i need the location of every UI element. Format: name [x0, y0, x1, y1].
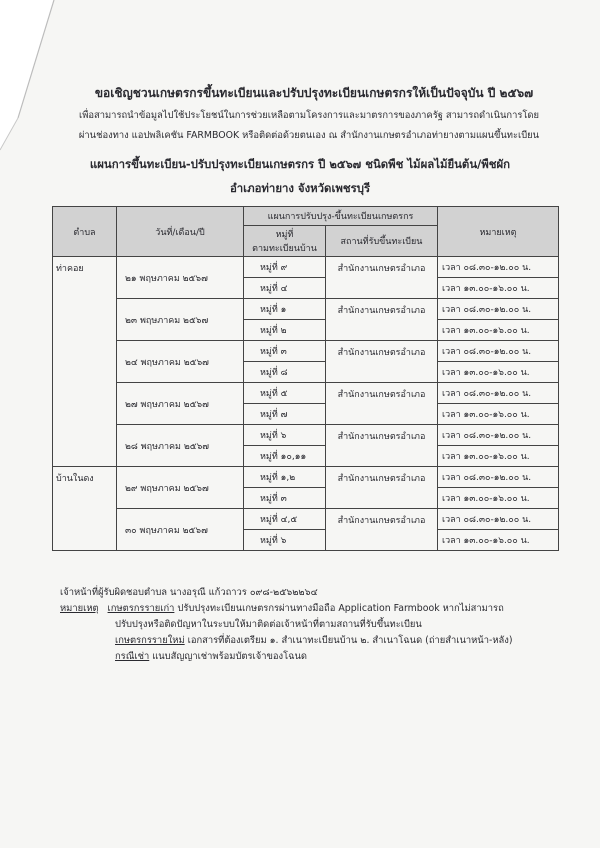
invitation-title: ขอเชิญชวนเกษตรกรขึ้นทะเบียนและปรับปรุงทะเบียนเกษตรกรให้เป็นปัจจุบัน ปี ๒๕๖๗	[94, 86, 534, 100]
location-cell: สำนักงานเกษตรอำเภอ	[326, 509, 438, 551]
location-cell: สำนักงานเกษตรอำเภอ	[326, 425, 438, 467]
village-cell: หมู่ที่ ๓	[244, 341, 326, 362]
header-date: วันที่/เดือน/ปี	[117, 207, 244, 257]
village-cell: หมู่ที่ ๔,๕	[244, 509, 326, 530]
date-cell: ๓๐ พฤษภาคม ๒๕๖๗	[117, 509, 244, 551]
location-cell: สำนักงานเกษตรอำเภอ	[326, 383, 438, 425]
time-cell: เวลา ๐๘.๓๐-๑๒.๐๐ น.	[438, 299, 559, 320]
location-cell: สำนักงานเกษตรอำเภอ	[326, 341, 438, 383]
remark-rent	[60, 649, 580, 665]
header-plan-group: แผนการปรับปรุง-ขึ้นทะเบียนเกษตรกร	[244, 207, 438, 226]
date-cell: ๒๔ พฤษภาคม ๒๕๖๗	[117, 341, 244, 383]
old-farmer-label: เกษตรกรรายเก่า	[107, 603, 175, 614]
time-cell: เวลา ๐๘.๓๐-๑๒.๐๐ น.	[438, 341, 559, 362]
time-cell: เวลา ๐๘.๓๐-๑๒.๐๐ น.	[438, 425, 559, 446]
village-cell: หมู่ที่ ๒	[244, 320, 326, 341]
remark-new-farmer	[60, 633, 580, 649]
header-village-line-1: หมู่ที่	[275, 230, 294, 240]
location-cell: สำนักงานเกษตรอำเภอ	[326, 257, 438, 299]
time-cell: เวลา ๐๘.๓๐-๑๒.๐๐ น.	[438, 467, 559, 488]
date-cell: ๒๑ พฤษภาคม ๒๕๖๗	[117, 257, 244, 299]
time-cell: เวลา ๑๓.๐๐-๑๖.๐๐ น.	[438, 320, 559, 341]
plan-district: อำเภอท่ายาง จังหวัดเพชรบุรี	[229, 181, 371, 195]
table-row	[53, 425, 559, 446]
village-cell: หมู่ที่ ๗	[244, 404, 326, 425]
header-location: สถานที่รับขึ้นทะเบียน	[326, 226, 438, 257]
rent-label: กรณีเช่า	[115, 651, 150, 662]
subdistrict-cell: ท่าคอย	[53, 257, 117, 467]
village-cell: หมู่ที่ ๑	[244, 299, 326, 320]
time-cell: เวลา ๑๓.๐๐-๑๖.๐๐ น.	[438, 446, 559, 467]
village-cell: หมู่ที่ ๑,๒	[244, 467, 326, 488]
village-cell: หมู่ที่ ๘	[244, 362, 326, 383]
location-cell: สำนักงานเกษตรอำเภอ	[326, 467, 438, 509]
old-farmer-text-2: ปรับปรุงหรือติดปัญหาในระบบให้มาติดต่อเจ้าหน้าที่ตามสถานที่รับขึ้นทะเบียน	[115, 619, 422, 630]
date-cell: ๒๘ พฤษภาคม ๒๕๖๗	[117, 425, 244, 467]
new-farmer-label: เกษตรกรรายใหม่	[115, 635, 185, 646]
time-cell: เวลา ๐๘.๓๐-๑๒.๐๐ น.	[438, 257, 559, 278]
rent-text: แนบสัญญาเช่าพร้อมบัตรเจ้าของโฉนด	[149, 651, 308, 662]
village-cell: หมู่ที่ ๖	[244, 530, 326, 551]
table-row	[53, 299, 559, 320]
invitation-header	[0, 84, 600, 148]
table-row	[53, 383, 559, 404]
table-row	[53, 257, 559, 278]
date-cell: ๒๙ พฤษภาคม ๒๕๖๗	[117, 467, 244, 509]
time-cell: เวลา ๑๓.๐๐-๑๖.๐๐ น.	[438, 362, 559, 383]
contact-line: เจ้าหน้าที่ผู้รับผิดชอบตำบล นางอรุณี แก้วถาวร ๐๙๘-๒๕๖๒๒๖๔	[60, 587, 318, 598]
location-cell: สำนักงานเกษตรอำเภอ	[326, 299, 438, 341]
time-cell: เวลา ๐๘.๓๐-๑๒.๐๐ น.	[438, 509, 559, 530]
table-row	[53, 509, 559, 530]
subdistrict-cell: บ้านในดง	[53, 467, 117, 551]
header-subdistrict: ตำบล	[53, 207, 117, 257]
table-row	[53, 341, 559, 362]
plan-title: แผนการขึ้นทะเบียน-ปรับปรุงทะเบียนเกษตรกร ปี ๒๕๖๗ ชนิดพืช ไม้ผลไม้ยืนต้น/พืชผัก	[89, 157, 511, 171]
village-cell: หมู่ที่ ๑๐,๑๑	[244, 446, 326, 467]
village-cell: หมู่ที่ ๓	[244, 488, 326, 509]
new-farmer-text: เอกสารที่ต้องเตรียม ๑. สำเนาทะเบียนบ้าน ๒. สำเนาโฉนด (ถ่ายสำเนาหน้า-หลัง)	[184, 635, 513, 646]
time-cell: เวลา ๑๓.๐๐-๑๖.๐๐ น.	[438, 530, 559, 551]
header-village-line-2: ตามทะเบียนบ้าน	[252, 244, 317, 254]
village-cell: หมู่ที่ ๔	[244, 278, 326, 299]
header-remarks: หมายเหตุ	[438, 207, 559, 257]
old-farmer-text: ปรับปรุงทะเบียนเกษตรกรผ่านทางมือถือ Application Farmbook หากไม่สามารถ	[174, 603, 504, 614]
date-cell: ๒๓ พฤษภาคม ๒๕๖๗	[117, 299, 244, 341]
remark-label: หมายเหตุ	[60, 603, 99, 614]
schedule-table	[52, 206, 559, 551]
header-village	[244, 226, 326, 257]
village-cell: หมู่ที่ ๙	[244, 257, 326, 278]
remark-old-farmer	[60, 601, 580, 617]
time-cell: เวลา ๑๓.๐๐-๑๖.๐๐ น.	[438, 278, 559, 299]
footer-notes	[60, 585, 580, 665]
time-cell: เวลา ๐๘.๓๐-๑๒.๐๐ น.	[438, 383, 559, 404]
village-cell: หมู่ที่ ๕	[244, 383, 326, 404]
invitation-line-1: เพื่อสามารถนำข้อมูลไปใช้ประโยชน์ในการช่วยเหลือตามโครงการและมาตรการของภาครัฐ สามารถดำเนินการโดย	[79, 110, 539, 121]
date-cell: ๒๗ พฤษภาคม ๒๕๖๗	[117, 383, 244, 425]
table-row	[53, 467, 559, 488]
time-cell: เวลา ๑๓.๐๐-๑๖.๐๐ น.	[438, 404, 559, 425]
invitation-line-2: ผ่านช่องทาง แอปพลิเคชัน FARMBOOK หรือติดต่อด้วยตนเอง ณ สำนักงานเกษตรอำเภอท่ายางตามแผนขึ้นทะเบียน	[78, 130, 540, 141]
village-cell: หมู่ที่ ๖	[244, 425, 326, 446]
time-cell: เวลา ๑๓.๐๐-๑๖.๐๐ น.	[438, 488, 559, 509]
